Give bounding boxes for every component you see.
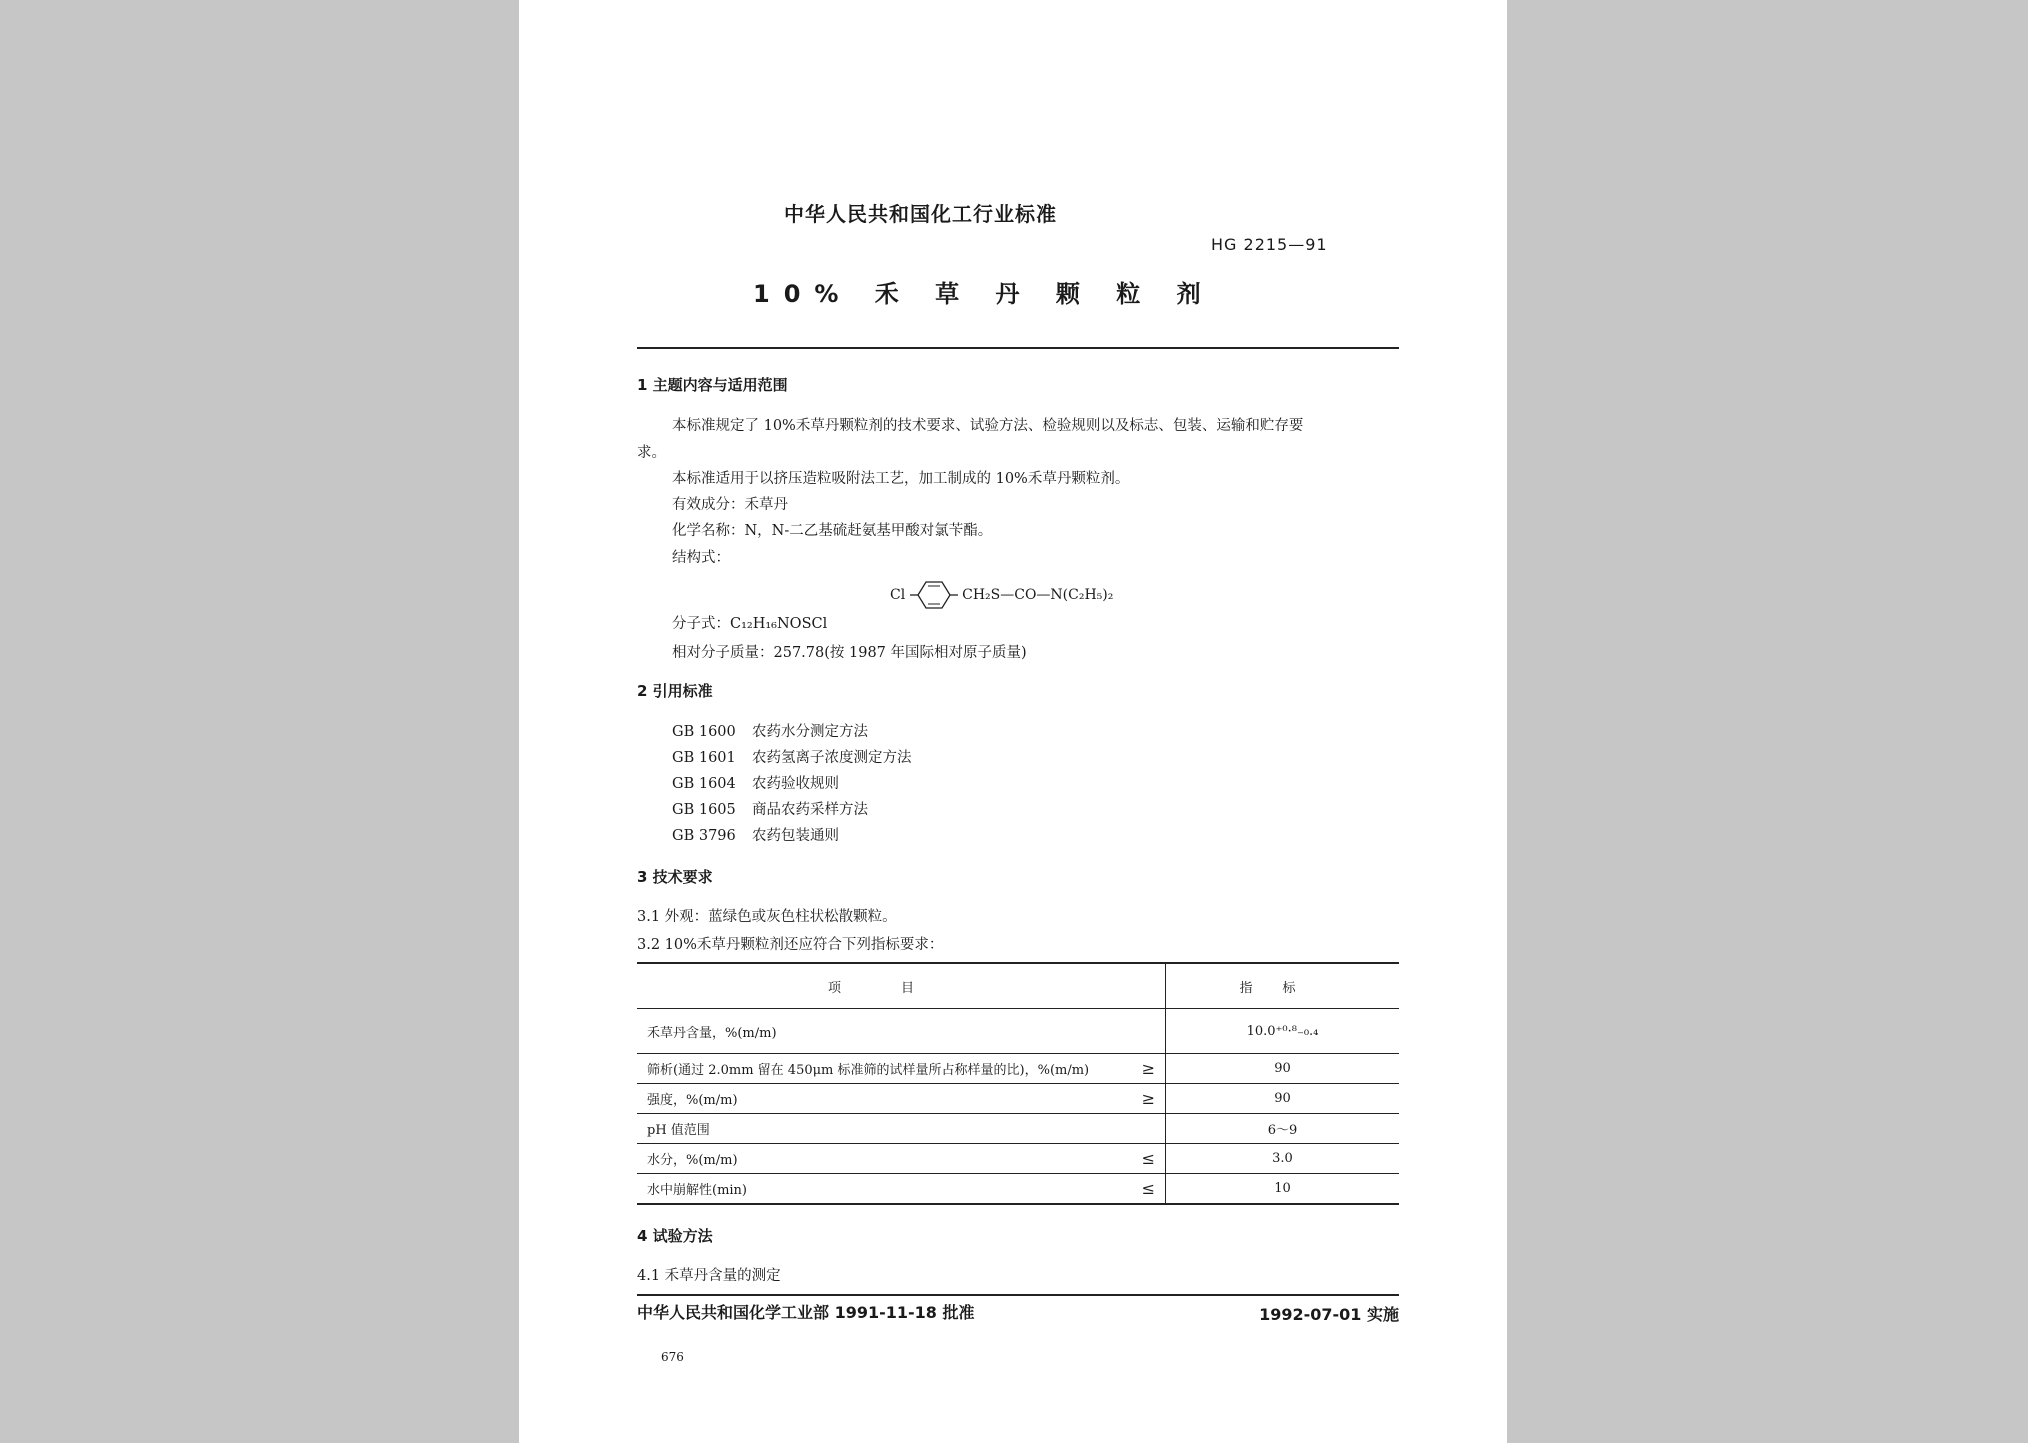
formula-substituent: CH₂S—CO—N(C₂H₅)₂ — [962, 587, 1114, 603]
section-4-heading: 4 试验方法 — [637, 1227, 713, 1245]
table-row — [637, 1114, 1399, 1144]
column-header-value: 指标 — [1166, 963, 1400, 1009]
chemical-name: 化学名称：N，N-二乙基硫赶氨基甲酸对氯苄酯。 — [672, 523, 993, 539]
reference-item — [672, 824, 839, 845]
section-1-heading: 1 主题内容与适用范围 — [637, 376, 788, 394]
specification-table — [637, 962, 1399, 1205]
row-item: 禾草丹含量，%(m/m) — [637, 1009, 1125, 1054]
reference-code: GB 1604 — [672, 776, 736, 792]
reference-code: GB 1605 — [672, 802, 736, 818]
reference-item — [672, 798, 868, 819]
formula-chlorine: Cl — [890, 587, 906, 603]
page-number: 676 — [661, 1350, 684, 1364]
item-3-1: 3.1 外观：蓝绿色或灰色柱状松散颗粒。 — [637, 909, 897, 925]
scope-paragraph-line2: 求。 — [637, 445, 666, 461]
section-2-heading: 2 引用标准 — [637, 682, 713, 700]
row-symbol — [1125, 1114, 1166, 1144]
table-row — [637, 1054, 1399, 1084]
reference-code: GB 3796 — [672, 828, 736, 844]
reference-name: 农药验收规则 — [752, 776, 839, 792]
row-symbol — [1125, 1009, 1166, 1054]
row-symbol: ≤ — [1125, 1144, 1166, 1174]
reference-code: GB 1600 — [672, 724, 736, 740]
row-value: 10.0⁺⁰·⁸₋₀.₄ — [1166, 1009, 1400, 1054]
row-symbol: ≥ — [1125, 1054, 1166, 1084]
row-value: 90 — [1166, 1054, 1400, 1084]
reference-name: 商品农药采样方法 — [752, 802, 868, 818]
row-symbol: ≤ — [1125, 1174, 1166, 1205]
document-page — [519, 0, 1507, 1443]
row-value: 90 — [1166, 1084, 1400, 1114]
row-item: 强度，%(m/m) — [637, 1084, 1125, 1114]
reference-name: 农药氢离子浓度测定方法 — [752, 750, 912, 766]
structural-formula — [890, 578, 1113, 612]
reference-name: 农药包装通则 — [752, 828, 839, 844]
item-4-1: 4.1 禾草丹含量的测定 — [637, 1268, 781, 1284]
title-rule — [637, 347, 1399, 349]
reference-item — [672, 720, 868, 741]
table-row — [637, 1009, 1399, 1054]
table-row — [637, 1084, 1399, 1114]
section-3-heading: 3 技术要求 — [637, 868, 713, 886]
reference-item — [672, 746, 912, 767]
row-item: 水中崩解性(min) — [637, 1174, 1125, 1205]
table-row — [637, 1144, 1399, 1174]
structure-label: 结构式： — [672, 550, 730, 566]
reference-name: 农药水分测定方法 — [752, 724, 868, 740]
active-ingredient: 有效成分：禾草丹 — [672, 497, 788, 513]
row-value: 10 — [1166, 1174, 1400, 1205]
footer-rule — [637, 1294, 1399, 1296]
table-header-row — [637, 963, 1399, 1009]
scope-paragraph-line1: 本标准规定了 10%禾草丹颗粒剂的技术要求、试验方法、检验规则以及标志、包装、运输和贮存要 — [672, 418, 1304, 434]
molecular-mass: 相对分子质量：257.78(按 1987 年国际相对原子质量) — [672, 645, 1027, 661]
org-title: 中华人民共和国化工行业标准 — [784, 202, 1057, 226]
row-value: 6～9 — [1166, 1114, 1400, 1144]
standard-number: HG 2215—91 — [1211, 235, 1328, 254]
row-item: 筛析(通过 2.0mm 留在 450μm 标准筛的试样量所占称样量的比)，%(m/m) — [637, 1054, 1125, 1084]
approval-line: 中华人民共和国化学工业部 1991-11-18 批准 — [637, 1303, 975, 1322]
row-item: 水分，%(m/m) — [637, 1144, 1125, 1174]
table-row — [637, 1174, 1399, 1205]
row-symbol: ≥ — [1125, 1084, 1166, 1114]
document-title: 10% 禾 草 丹 颗 粒 剂 — [753, 280, 1215, 308]
effective-date: 1992-07-01 实施 — [1259, 1305, 1399, 1324]
row-item: pH 值范围 — [637, 1114, 1125, 1144]
item-3-2: 3.2 10%禾草丹颗粒剂还应符合下列指标要求： — [637, 937, 944, 953]
molecular-formula: 分子式：C₁₂H₁₆NOSCl — [672, 616, 828, 632]
column-header-item: 项目 — [637, 963, 1166, 1009]
reference-item — [672, 772, 839, 793]
reference-code: GB 1601 — [672, 750, 736, 766]
benzene-ring-icon — [910, 578, 958, 612]
row-value: 3.0 — [1166, 1144, 1400, 1174]
applicability-paragraph: 本标准适用于以挤压造粒吸附法工艺，加工制成的 10%禾草丹颗粒剂。 — [672, 471, 1130, 487]
